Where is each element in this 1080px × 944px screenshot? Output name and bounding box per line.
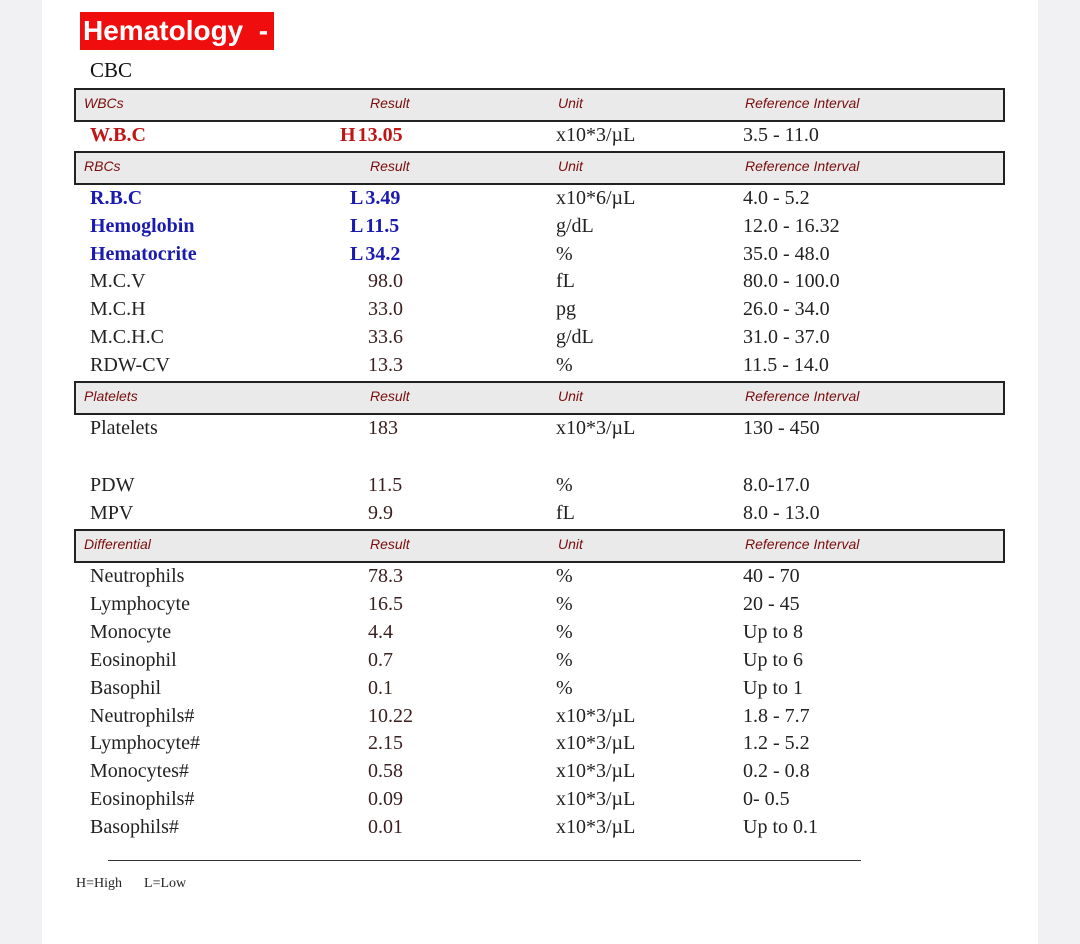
table-row <box>0 590 1080 618</box>
test-unit: % <box>556 354 573 376</box>
reference-header: Reference Interval <box>745 536 860 552</box>
test-result: 0.7 <box>368 649 393 671</box>
unit-header: Unit <box>558 536 583 552</box>
test-unit: x10*6/µL <box>556 187 636 209</box>
table-row <box>0 674 1080 702</box>
test-unit: x10*3/µL <box>556 417 636 439</box>
test-name: Neutrophils# <box>90 705 195 727</box>
test-result: 16.5 <box>368 593 403 615</box>
test-unit: fL <box>556 502 575 524</box>
test-reference: Up to 0.1 <box>743 816 818 838</box>
test-result <box>350 184 400 212</box>
test-reference: 26.0 - 34.0 <box>743 298 830 320</box>
test-result: 10.22 <box>368 705 413 727</box>
test-result: 2.15 <box>368 732 403 754</box>
test-name: RDW-CV <box>90 354 170 376</box>
test-unit: x10*3/µL <box>556 760 636 782</box>
table-row <box>0 295 1080 323</box>
test-unit: % <box>556 474 573 496</box>
result-header: Result <box>370 158 410 174</box>
unit-header: Unit <box>558 388 583 404</box>
test-name: PDW <box>90 474 135 496</box>
test-name: Lymphocyte# <box>90 732 200 754</box>
test-unit: x10*3/µL <box>556 732 636 754</box>
test-result: 13.3 <box>368 354 403 376</box>
test-reference: 35.0 - 48.0 <box>743 243 830 265</box>
table-row <box>0 702 1080 730</box>
test-unit: x10*3/µL <box>556 705 636 727</box>
test-name: Basophils# <box>90 816 179 838</box>
test-result: 33.0 <box>368 298 403 320</box>
table-row <box>0 729 1080 757</box>
test-unit: % <box>556 649 573 671</box>
test-reference: 4.0 - 5.2 <box>743 187 810 209</box>
test-name: Monocyte <box>90 621 172 643</box>
test-unit: % <box>556 677 573 699</box>
test-reference: 8.0 - 13.0 <box>743 502 820 524</box>
test-unit: g/dL <box>556 215 594 237</box>
test-name: MPV <box>90 502 134 524</box>
test-result: 4.4 <box>368 621 393 643</box>
unit-header: Unit <box>558 95 583 111</box>
table-row <box>0 499 1080 527</box>
test-reference: 0.2 - 0.8 <box>743 760 810 782</box>
test-unit: x10*3/µL <box>556 124 636 146</box>
panel-title: CBC <box>90 58 133 82</box>
result-value: 11.5 <box>365 215 400 237</box>
test-name: Neutrophils <box>90 565 185 587</box>
flag: L <box>350 243 364 265</box>
test-name: M.C.H <box>90 298 146 320</box>
test-reference: Up to 6 <box>743 649 803 671</box>
test-result: 0.1 <box>368 677 393 699</box>
reference-header: Reference Interval <box>745 388 860 404</box>
test-result: 0.01 <box>368 816 403 838</box>
test-result: 9.9 <box>368 502 393 524</box>
footer-divider <box>108 860 861 861</box>
test-result: 11.5 <box>368 474 403 496</box>
test-name: Eosinophils# <box>90 788 195 810</box>
flag: H <box>340 124 356 146</box>
table-row <box>0 618 1080 646</box>
test-reference: 130 - 450 <box>743 417 820 439</box>
test-result <box>340 121 403 149</box>
test-unit: % <box>556 593 573 615</box>
test-unit: % <box>556 243 573 265</box>
test-unit: g/dL <box>556 326 594 348</box>
reference-header: Reference Interval <box>745 95 860 111</box>
test-reference: 1.8 - 7.7 <box>743 705 810 727</box>
test-name: Monocytes# <box>90 760 189 782</box>
test-result: 0.58 <box>368 760 403 782</box>
test-unit: % <box>556 565 573 587</box>
section-title: Hematology - <box>80 12 274 50</box>
table-row <box>0 471 1080 499</box>
test-name: Eosinophil <box>90 649 177 671</box>
flag: L <box>350 187 364 209</box>
result-header: Result <box>370 536 410 552</box>
test-reference: Up to 1 <box>743 677 803 699</box>
test-result: 78.3 <box>368 565 403 587</box>
test-unit: pg <box>556 298 576 320</box>
table-row <box>0 240 1080 268</box>
test-unit: x10*3/µL <box>556 816 636 838</box>
test-name: Platelets <box>90 417 158 439</box>
test-name: M.C.V <box>90 270 146 292</box>
table-row <box>0 212 1080 240</box>
test-name: R.B.C <box>90 187 143 209</box>
test-reference: 40 - 70 <box>743 565 800 587</box>
table-row <box>0 323 1080 351</box>
test-reference: 20 - 45 <box>743 593 800 615</box>
result-value: 34.2 <box>365 243 401 265</box>
result-value: 3.49 <box>365 187 401 209</box>
table-row <box>0 646 1080 674</box>
group-header-platelets <box>74 381 1005 415</box>
test-reference: 8.0-17.0 <box>743 474 810 496</box>
table-row <box>0 351 1080 379</box>
table-row <box>0 785 1080 813</box>
test-unit: % <box>556 621 573 643</box>
unit-header: Unit <box>558 158 583 174</box>
test-reference: 31.0 - 37.0 <box>743 326 830 348</box>
reference-header: Reference Interval <box>745 158 860 174</box>
table-row <box>0 184 1080 212</box>
test-reference: 0- 0.5 <box>743 788 790 810</box>
test-result: 33.6 <box>368 326 403 348</box>
result-value: 13.05 <box>357 124 403 146</box>
test-reference: Up to 8 <box>743 621 803 643</box>
table-row <box>0 757 1080 785</box>
test-name: Hemoglobin <box>90 215 195 237</box>
test-name: M.C.H.C <box>90 326 164 348</box>
test-reference: 80.0 - 100.0 <box>743 270 840 292</box>
table-row <box>0 414 1080 442</box>
group-header-rbcs <box>74 151 1005 185</box>
test-reference: 3.5 - 11.0 <box>743 124 819 146</box>
group-name: Differential <box>84 536 151 552</box>
table-row <box>0 121 1080 149</box>
test-name: Basophil <box>90 677 162 699</box>
test-result: 98.0 <box>368 270 403 292</box>
flag-legend <box>76 876 186 892</box>
test-result <box>350 240 400 268</box>
test-name: Lymphocyte <box>90 593 190 615</box>
group-header-wbcs <box>74 88 1005 122</box>
group-name: RBCs <box>84 158 121 174</box>
table-row <box>0 813 1080 841</box>
test-result <box>350 212 399 240</box>
table-row <box>0 267 1080 295</box>
result-header: Result <box>370 95 410 111</box>
legend-low: L=Low <box>144 876 187 891</box>
table-row <box>0 562 1080 590</box>
group-header-differential <box>74 529 1005 563</box>
test-name: W.B.C <box>90 124 146 146</box>
test-name: Hematocrite <box>90 243 197 265</box>
test-unit: x10*3/µL <box>556 788 636 810</box>
result-header: Result <box>370 388 410 404</box>
test-reference: 12.0 - 16.32 <box>743 215 840 237</box>
group-name: WBCs <box>84 95 124 111</box>
legend-high: H=High <box>76 876 123 891</box>
group-name: Platelets <box>84 388 138 404</box>
test-unit: fL <box>556 270 575 292</box>
test-result: 0.09 <box>368 788 403 810</box>
test-reference: 11.5 - 14.0 <box>743 354 829 376</box>
test-result: 183 <box>368 417 398 439</box>
flag: L <box>350 215 364 237</box>
test-reference: 1.2 - 5.2 <box>743 732 810 754</box>
